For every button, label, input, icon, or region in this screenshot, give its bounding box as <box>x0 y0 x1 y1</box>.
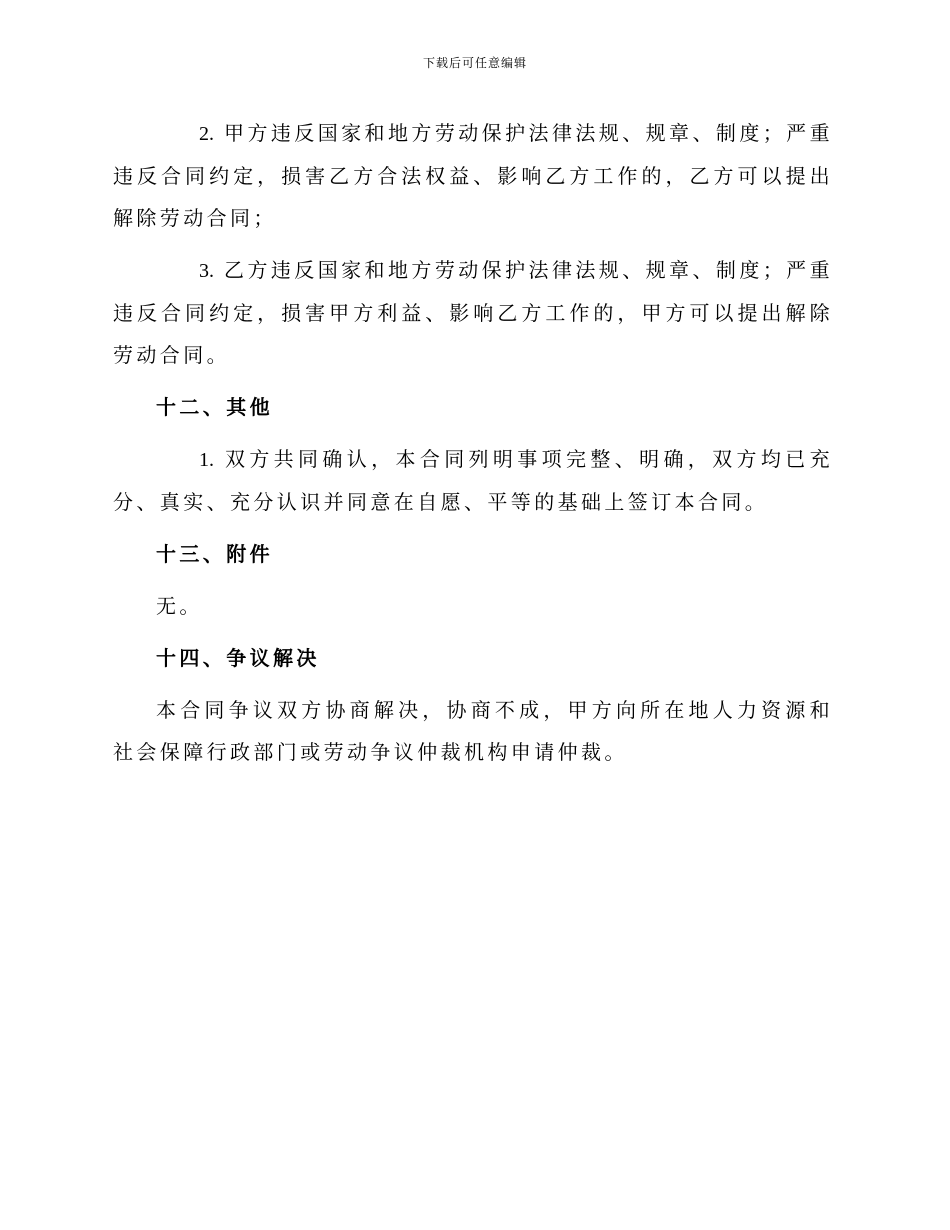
section-12-item-1 <box>113 438 833 523</box>
section-14-text: 本合同争议双方协商解决，协商不成，甲方向所在地人力资源和社会保障行政部门或劳动争议仲裁机构申请仲裁。 <box>113 698 833 764</box>
section-14-heading: 十四、争议解决 <box>156 646 320 670</box>
section-13-text: 无。 <box>156 594 203 618</box>
document-body <box>113 112 833 783</box>
clause-item-3 <box>113 249 833 376</box>
clause-item-2 <box>113 112 833 239</box>
clause-text: 双方共同确认，本合同列明事项完整、明确，双方均已充分、真实、充分认识并同意在自愿、平等的基础上签订本合同。 <box>113 447 833 514</box>
clause-number: 2. <box>199 123 214 145</box>
page-header: 下载后可任意编辑 <box>422 56 527 70</box>
clause-text: 甲方违反国家和地方劳动保护法律法规、规章、制度；严重违反合同约定，损害乙方合法权益、影响乙方工作的，乙方可以提出解除劳动合同； <box>113 121 833 230</box>
clause-text: 乙方违反国家和地方劳动保护法律法规、规章、制度；严重违反合同约定，损害甲方利益、影响乙方工作的，甲方可以提出解除劳动合同。 <box>113 258 833 367</box>
section-12-heading: 十二、其他 <box>156 395 273 419</box>
section-13-heading: 十三、附件 <box>156 542 273 566</box>
clause-number: 3. <box>199 260 214 282</box>
clause-number: 1. <box>199 449 214 471</box>
